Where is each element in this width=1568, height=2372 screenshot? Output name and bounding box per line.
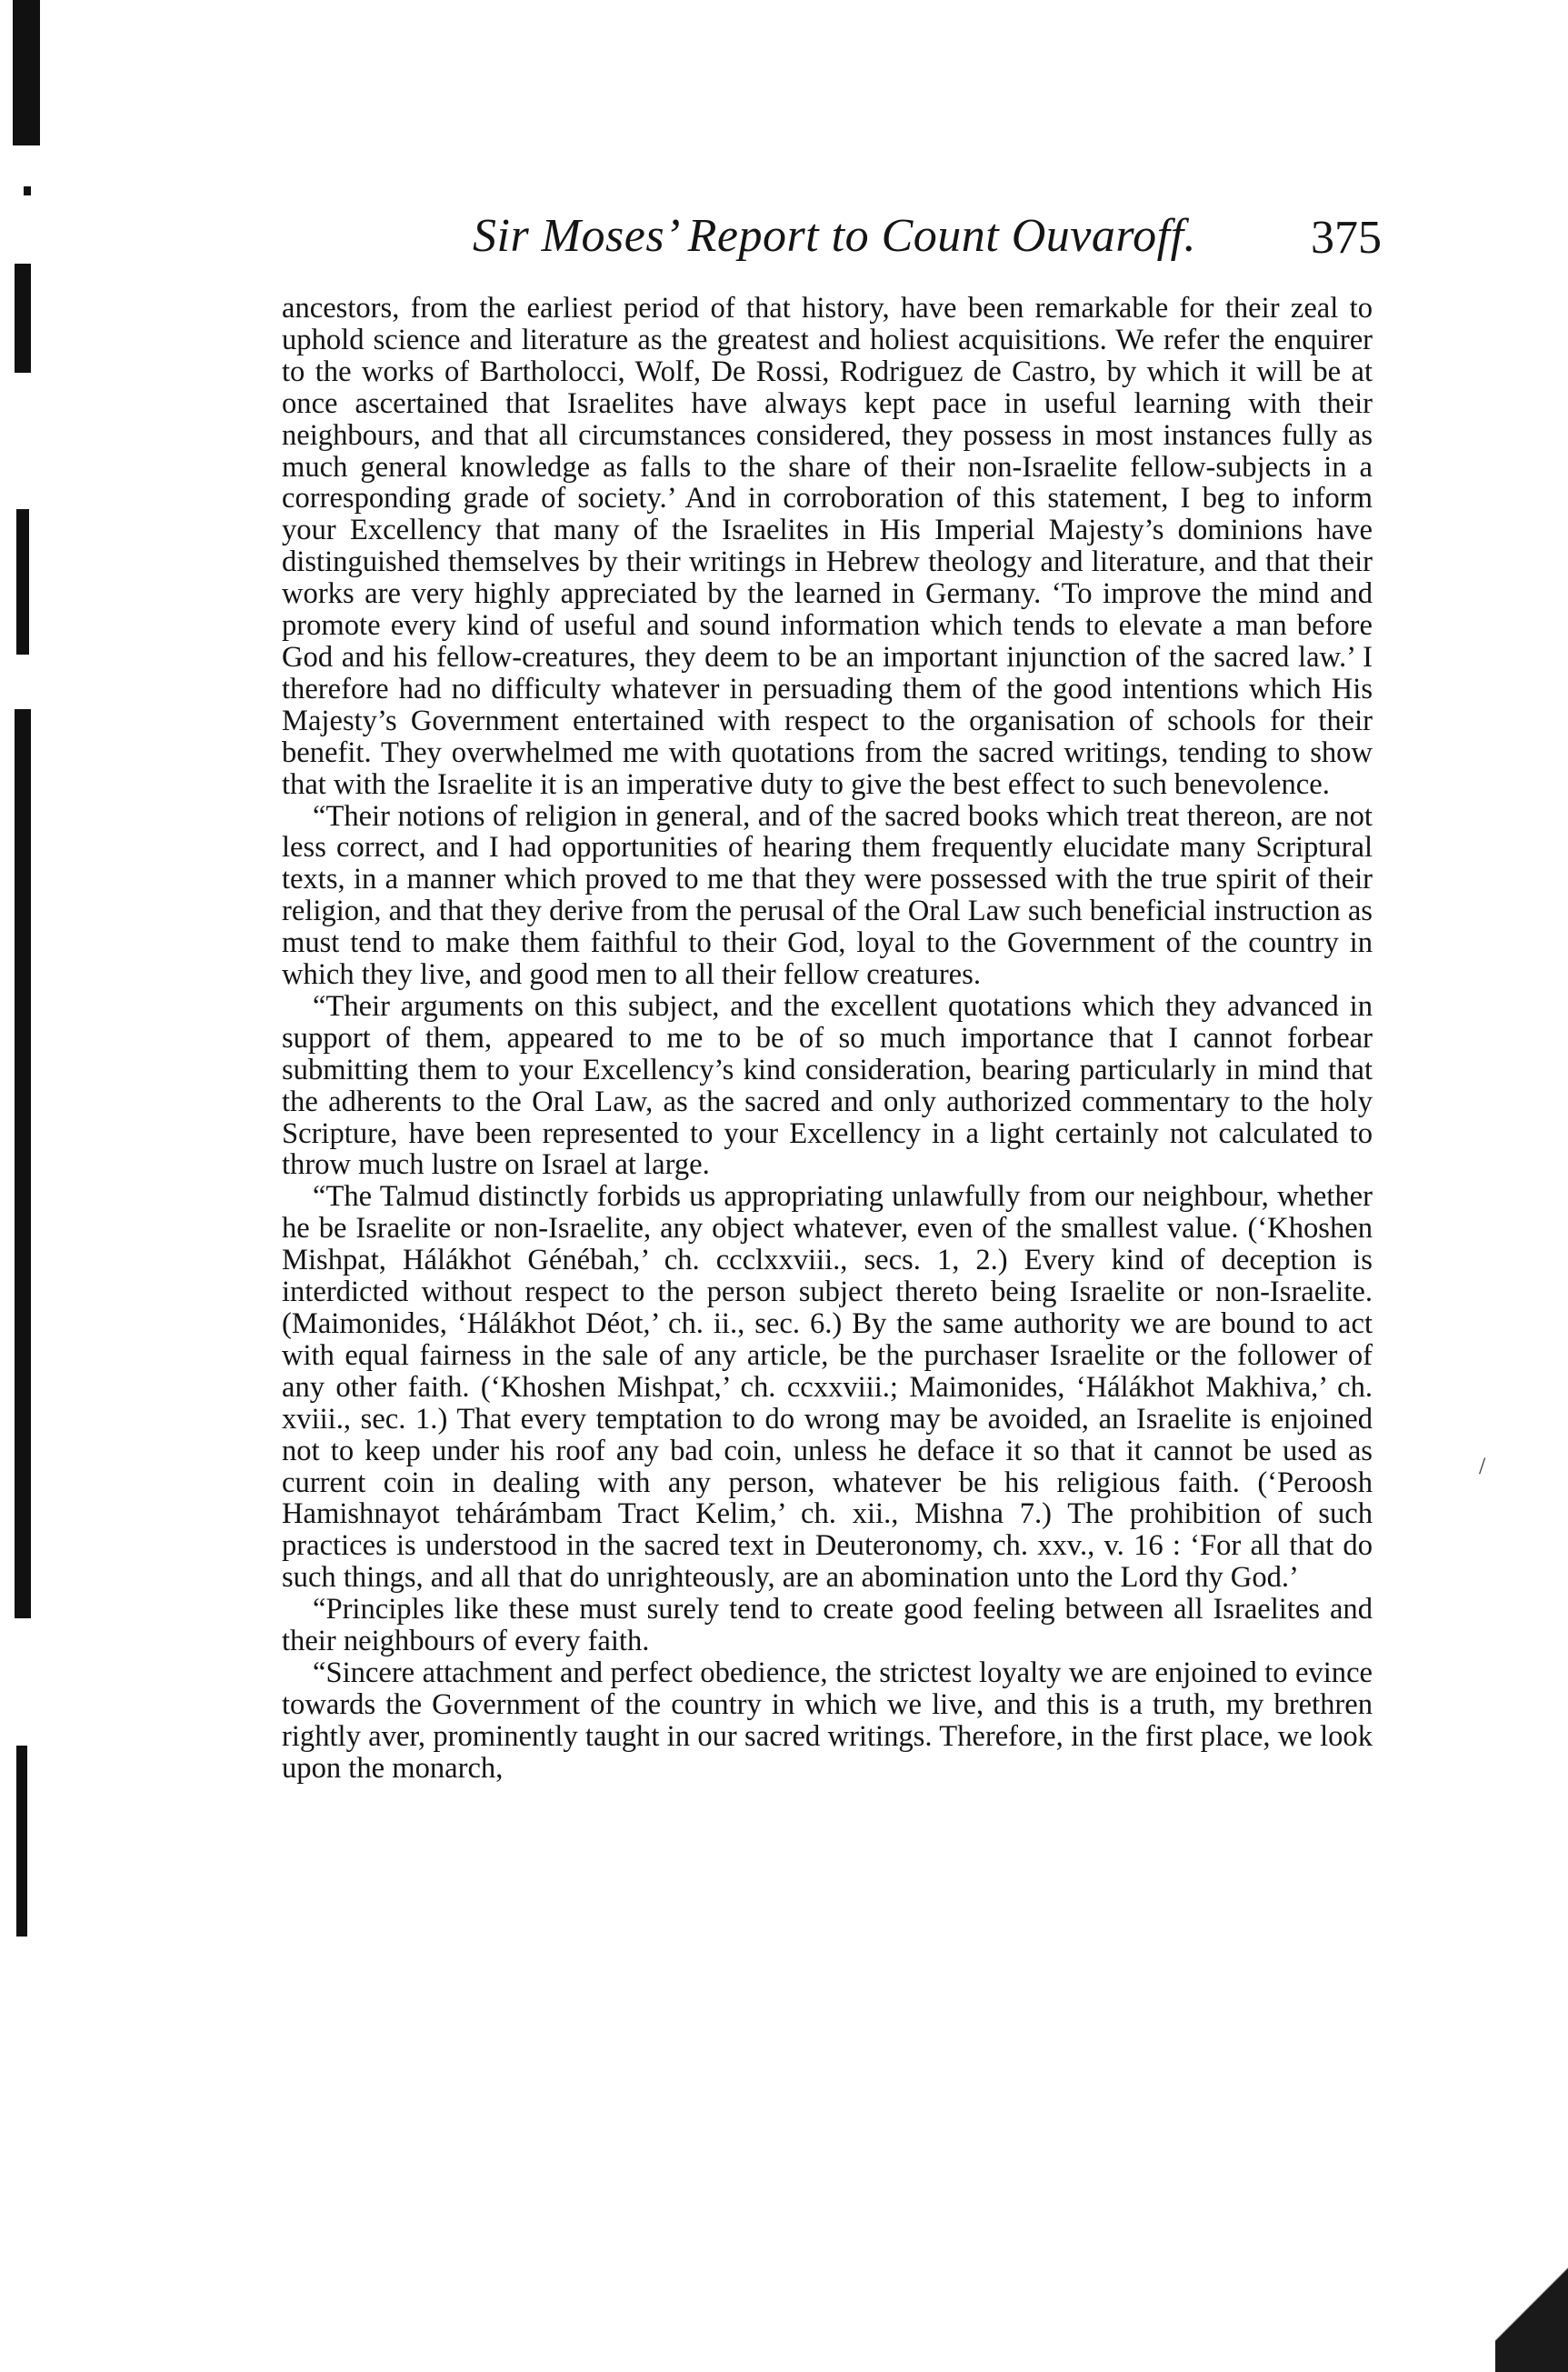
running-title: Sir Moses’ Report to Count Ouvaroff.	[473, 210, 1197, 262]
margin-pencil-mark: /	[1479, 1453, 1486, 1479]
page-header	[282, 207, 1382, 271]
paragraph: ancestors, from the earliest period of that history, have been remarkable for their zeal to uphold science and literature as the greatest and holiest acquisitions. We refer the enquirer to the works of Bartholocci, Wolf, De Rossi, Rodriguez de Castro, by which it will be at once ascertained that Israelites have always kept pace in useful learning with their neighbours, and that all circumstances considered, they possess in most instances fully as much general knowledge as falls to the share of their non-Israelite fellow-subjects in a corresponding grade of society.’ And in corroboration of this statement, I beg to inform your Excellency that many of the Israelites in His Imperial Majesty’s dominions have distinguished themselves by their writings in Hebrew theology and literature, and that their works are very highly appreciated by the learned in Germany. ‘To improve the mind and promote every kind of useful and sound information which tends to elevate a man before God and his fellow-creatures, they deem to be an important injunction of the sacred law.’ I therefore had no difficulty whatever in persuading them of the good intentions which His Majesty’s Government entertained with respect to the organisation of schools for their benefit. They overwhelmed me with quotations from the sacred writings, tending to show that with the Israelite it is an imperative duty to give the best effect to such benevolence.	[282, 292, 1373, 801]
paragraph: “The Talmud distinctly forbids us appropriating unlawfully from our neighbour, whether he be Israelite or non-Israelite, any object whatever, even of the smallest value. (‘Khoshen Mishpat, Hálákhot Génébah,’ ch. ccclxxviii., secs. 1, 2.) Every kind of deception is interdicted without respect to the person subject thereto being Israelite or non-Israelite. (Maimonides, ‘Hálákhot Déot,’ ch. ii., sec. 6.) By the same authority we are bound to act with equal fairness in the sale of any article, be the purchaser Israelite or the follower of any other faith. (‘Khoshen Mishpat,’ ch. ccxxviii.; Maimonides, ‘Hálákhot Makhiva,’ ch. xviii., sec. 1.) That every temptation to do wrong may be avoided, an Israelite is enjoined not to keep under his roof any bad coin, unless he deface it so that it cannot be used as current coin in dealing with any person, whatever be his religious faith. (‘Peroosh Hamishnayot tehárámbam Tract Kelim,’ ch. xii., Mishna 7.) The prohibition of such practices is understood in the sacred text in Deuteronomy, ch. xxv., v. 16 : ‘For all that do such things, and all that do unrighteously, are an abomination unto the Lord thy God.’	[282, 1180, 1373, 1595]
scan-edge-artifact	[15, 709, 31, 1618]
scan-edge-artifact	[15, 264, 31, 373]
paragraph: “Their arguments on this subject, and the excellent quotations which they advanced in support of them, appeared to me to be of so much importance that I cannot forbear submitting them to your Excellency’s kind consideration, bearing particularly in mind that the adherents to the Oral Law, as the sacred and only authorized commentary to the holy Scripture, have been represented to your Excellency in a light certainly not calculated to throw much lustre on Israel at large.	[282, 989, 1373, 1182]
paragraph: “Principles like these must surely tend to create good feeling between all Israelites and their neighbours of every faith.	[282, 1593, 1373, 1658]
scan-edge-artifact	[13, 0, 40, 145]
page-number: 375	[1311, 212, 1382, 264]
paragraph: “Their notions of religion in general, and of the sacred books which treat thereon, are not less correct, and I had opportunities of hearing them frequently elucidate many Scriptural texts, in a manner which proved to me that they were possessed with the true spirit of their religion, and that they derive from the perusal of the Oral Law such beneficial instruction as must tend to make them faithful to their God, loyal to the Government of the country in which they live, and good men to all their fellow creatures.	[282, 799, 1373, 992]
scan-corner-artifact	[1495, 2254, 1568, 2372]
paragraph: “Sincere attachment and perfect obedience, the strictest loyalty we are enjoined to evince towards the Government of the country in which we live, and this is a truth, my brethren rightly aver, prominently taught in our sacred writings. Therefore, in the first place, we look upon the monarch,	[282, 1656, 1373, 1785]
scan-edge-artifact	[16, 509, 29, 655]
body-text	[282, 293, 1373, 1785]
scan-edge-artifact	[24, 186, 31, 195]
scan-edge-artifact	[16, 1746, 27, 1937]
